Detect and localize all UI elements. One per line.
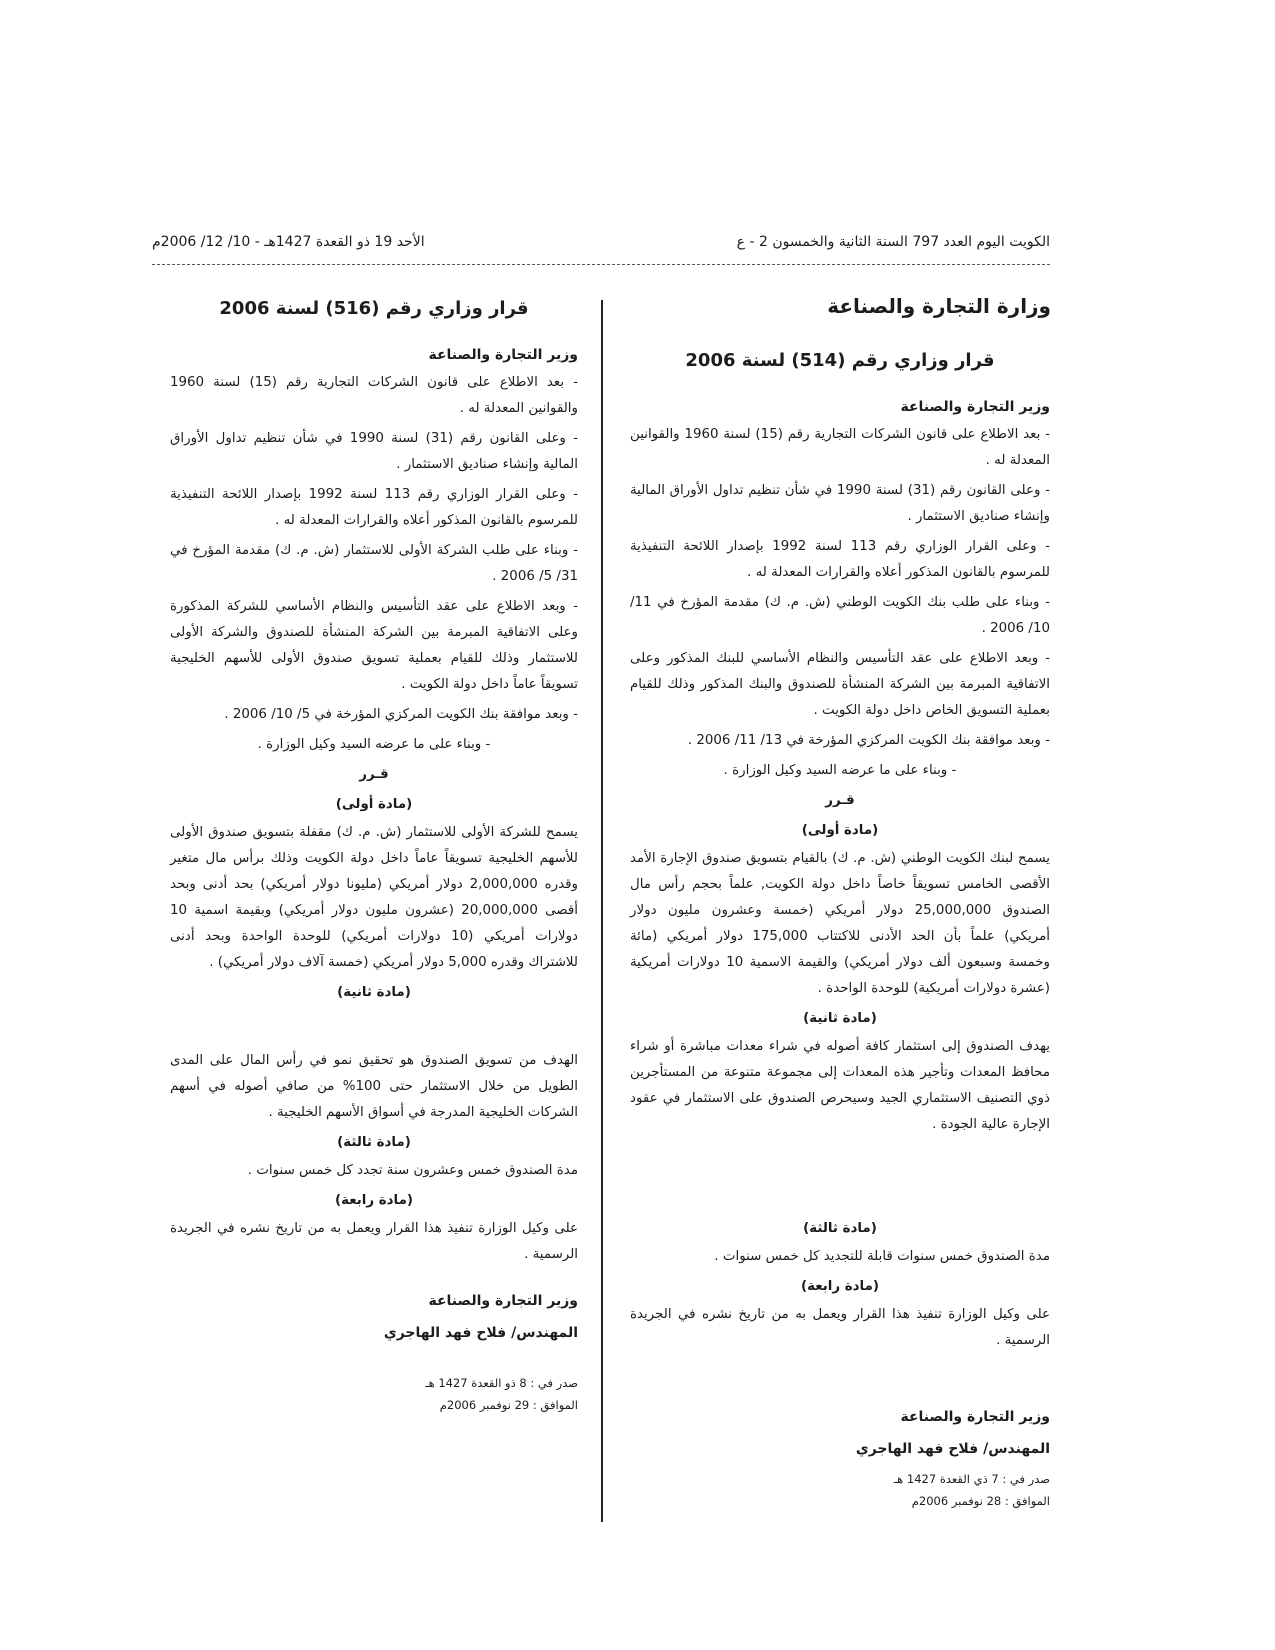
decree-514-preamble-7: - وبناء على ما عرضه السيد وكيل الوزارة . — [723, 763, 957, 778]
decree-514-article-3-heading: (مادة ثالثة) — [803, 1221, 877, 1236]
decree-516-decides: قـرر — [359, 767, 389, 782]
decree-516-article-2-heading: (مادة ثانية) — [337, 985, 411, 1000]
decree-514-signature-name: المهندس/ فلاح فهد الهاجري — [855, 1441, 1050, 1457]
decree-514-issued-hijri: صدر في : 7 ذي القعدة 1427 هـ — [893, 1472, 1050, 1486]
decree-514-decides: قـرر — [825, 793, 855, 808]
decree-516-preamble-2: - وعلى القانون رقم (31) لسنة 1990 في شأن تنظيم تداول الأوراق المالية وإنشاء صناديق الاستثمار . — [170, 431, 578, 472]
decree-514-preamble-4: - وبناء على طلب بنك الكويت الوطني (ش. م. ك) مقدمة المؤرخ في 11/ 10/ 2006 . — [630, 595, 1050, 636]
decree-514-column — [630, 348, 1050, 1512]
column-divider — [601, 300, 603, 1522]
issue-date: الأحد 19 ذو القعدة 1427هـ - 10/ 12/ 2006م — [152, 234, 425, 250]
decree-514-title: قرار وزاري رقم (514) لسنة 2006 — [685, 350, 995, 371]
decree-514-issued-gregorian: الموافق : 28 نوفمبر 2006م — [911, 1494, 1050, 1508]
decree-516-article-4-heading: (مادة رابعة) — [334, 1193, 413, 1208]
decree-516-article-2: الهدف من تسويق الصندوق هو تحقيق نمو في رأس المال على المدى الطويل من خلال الاستثمار حتى 100% من صافي أصوله في أسهم الشركات الخليجية المدرجة في أسواق الأسهم الخليجية . — [170, 1053, 578, 1120]
decree-516-article-3: مدة الصندوق خمس وعشرون سنة تجدد كل خمس سنوات . — [247, 1163, 578, 1178]
decree-514-article-2-heading: (مادة ثانية) — [803, 1011, 877, 1026]
decree-514-signature-title: وزير التجارة والصناعة — [900, 1409, 1050, 1425]
decree-516-issued-gregorian: الموافق : 29 نوفمبر 2006م — [439, 1398, 578, 1412]
decree-516-preamble-1: - بعد الاطلاع على قانون الشركات التجارية رقم (15) لسنة 1960 والقوانين المعدلة له . — [170, 375, 578, 416]
decree-516-column — [170, 296, 578, 1416]
decree-514-preamble-3: - وعلى القرار الوزاري رقم 113 لسنة 1992 بإصدار اللائحة التنفيذية للمرسوم بالقانون المذكور أعلاه والقرارات المعدلة له . — [630, 539, 1050, 580]
decree-514-article-1-heading: (مادة أولى) — [801, 823, 879, 838]
decree-514-article-2: يهدف الصندوق إلى استثمار كافة أصوله في شراء معدات مباشرة أو شراء محافظ المعدات وتأجير هذه المعدات إلى مجموعة متنوعة من المستأجرين ذوي التصنيف الاستثماري الجيد وسيحرص الصندوق على الاستثمار في عقود الإجارة عالية الجودة . — [630, 1039, 1050, 1132]
decree-516-article-1: يسمح للشركة الأولى للاستثمار (ش. م. ك) مقفلة بتسويق صندوق الأولى للأسهم الخليجية تسويقاً عاماً داخل دولة الكويت وذلك برأس مال متغير وقدره 2,000,000 دولار أمريكي (مليونا دولار أمريكي) بحد أدنى وبحد أقصى 20,000,000 (عشرون مليون دولار أمريكي) وبقيمة اسمية 10 دولارات أمريكي (10 دولارات أمريكي) للوحدة الواحدة وبحد أدنى للاشتراك وقدره 5,000 دولار أمريكي (خمسة آلاف دولار أمريكي) . — [170, 825, 579, 970]
gazette-issue-info: الكويت اليوم العدد 797 السنة الثانية والخمسون 2 - ع — [736, 234, 1050, 250]
decree-514-preamble-1: - بعد الاطلاع على قانون الشركات التجارية رقم (15) لسنة 1960 والقوانين المعدلة له . — [630, 427, 1051, 468]
decree-516-preamble-4: - وبناء على طلب الشركة الأولى للاستثمار (ش. م. ك) مقدمة المؤرخ في 31/ 5/ 2006 . — [170, 543, 578, 584]
decree-514-minister-heading: وزير التجارة والصناعة — [900, 399, 1050, 415]
decree-516-title: قرار وزاري رقم (516) لسنة 2006 — [219, 298, 529, 319]
decree-516-article-3-heading: (مادة ثالثة) — [337, 1135, 411, 1150]
decree-516-article-4: على وكيل الوزارة تنفيذ هذا القرار ويعمل به من تاريخ نشره في الجريدة الرسمية . — [170, 1221, 578, 1262]
decree-516-issued-hijri: صدر في : 8 ذو القعدة 1427 هـ — [425, 1376, 578, 1390]
decree-514-article-1: يسمح لبنك الكويت الوطني (ش. م. ك) بالقيام بتسويق صندوق الإجارة الأمد الأقصى الخامس تسويقاً خاصاً داخل دولة الكويت, علماً بحجم رأس مال الصندوق 25,000,000 دولار أمريكي (خمسة وعشرون مليون دولار أمريكي) علماً بأن الحد الأدنى للاكتتاب 175,000 دولار أمريكي (مائة وخمسة وسبعون ألف دولار أمريكي) والقيمة الاسمية 10 دولارات أمريكية (عشرة دولارات أمريكية) للوحدة الواحدة . — [630, 851, 1051, 996]
ministry-heading: وزارة التجارة والصناعة — [827, 294, 1051, 318]
decree-516-signature-name: المهندس/ فلاح فهد الهاجري — [383, 1325, 578, 1341]
decree-516-preamble-6: - وبعد موافقة بنك الكويت المركزي المؤرخة في 5/ 10/ 2006 . — [224, 707, 578, 722]
decree-514-preamble-6: - وبعد موافقة بنك الكويت المركزي المؤرخة في 13/ 11/ 2006 . — [687, 733, 1050, 748]
decree-516-preamble-7: - وبناء على ما عرضه السيد وكيل الوزارة . — [257, 737, 491, 752]
page-header — [152, 228, 1050, 265]
decree-516-signature-title: وزير التجارة والصناعة — [428, 1293, 578, 1309]
decree-514-article-4: على وكيل الوزارة تنفيذ هذا القرار ويعمل به من تاريخ نشره في الجريدة الرسمية . — [630, 1307, 1050, 1348]
decree-516-article-1-heading: (مادة أولى) — [335, 797, 413, 812]
decree-514-preamble-5: - وبعد الاطلاع على عقد التأسيس والنظام الأساسي للبنك المذكور وعلى الاتفاقية المبرمة بين الشركة المنشأة للصندوق والبنك المذكور وذلك للقيام بعملية التسويق الخاص داخل دولة الكويت . — [630, 651, 1050, 718]
decree-516-preamble-5: - وبعد الاطلاع على عقد التأسيس والنظام الأساسي للشركة المذكورة وعلى الاتفاقية المبرمة بين الشركة المنشأة للصندوق والشركة الأولى للاستثمار وذلك للقيام بعملية تسويق صندوق الأولى للأسهم الخليجية تسويقاً عاماً داخل دولة الكويت . — [170, 599, 578, 692]
decree-514-article-4-heading: (مادة رابعة) — [800, 1279, 879, 1294]
decree-514-preamble-2: - وعلى القانون رقم (31) لسنة 1990 في شأن تنظيم تداول الأوراق المالية وإنشاء صناديق الاستثمار . — [630, 483, 1050, 524]
decree-516-preamble-3: - وعلى القرار الوزاري رقم 113 لسنة 1992 بإصدار اللائحة التنفيذية للمرسوم بالقانون المذكور أعلاه والقرارات المعدلة له . — [170, 487, 578, 528]
decree-516-minister-heading: وزير التجارة والصناعة — [428, 347, 578, 363]
decree-514-article-3: مدة الصندوق خمس سنوات قابلة للتجديد كل خمس سنوات . — [714, 1249, 1050, 1264]
